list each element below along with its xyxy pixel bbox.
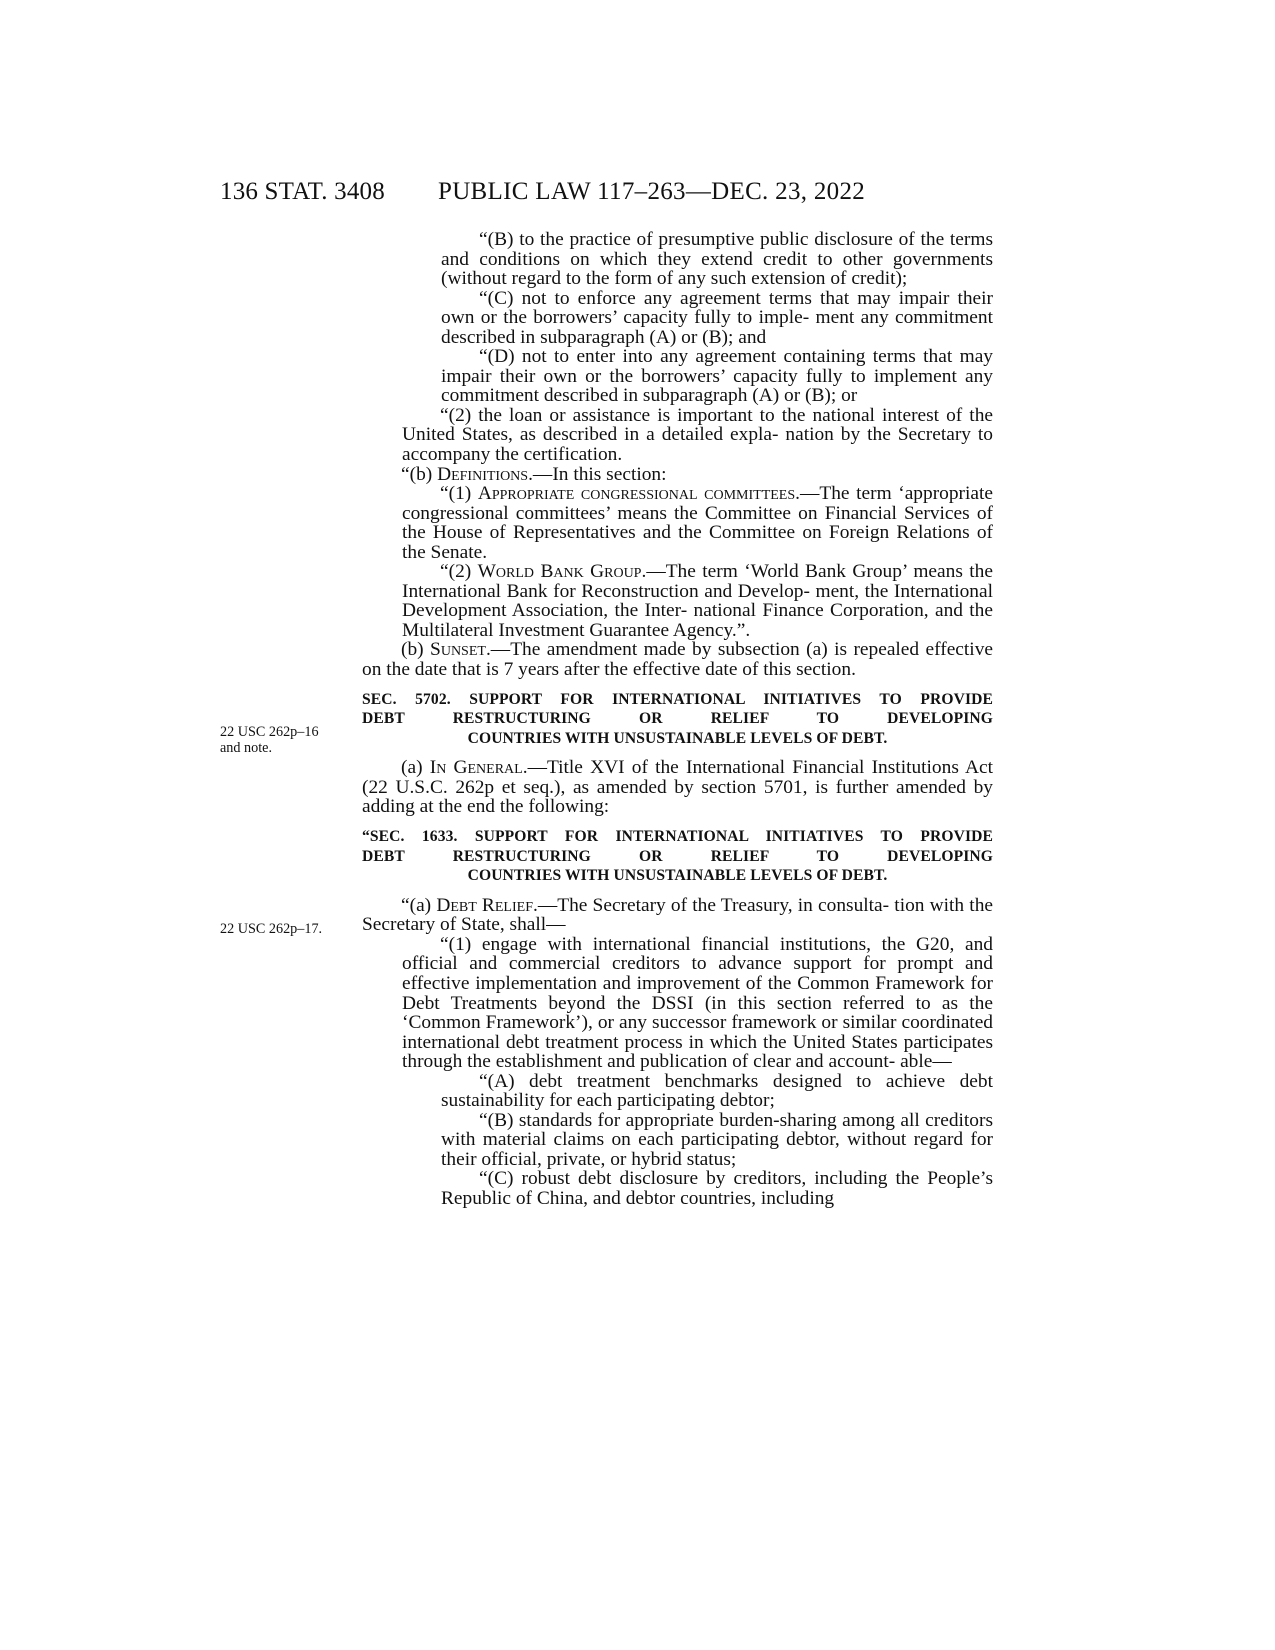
paragraph-d-agreement: “(D) not to enter into any agreement containing terms that may impair their own or the borrowers’ capacity fully to implement any commitment described in subparagraph (A) or (B); or xyxy=(441,346,993,407)
paragraph-c-enforce: “(C) not to enforce any agreement terms that may impair their own or the borrowers’ capacity fully to imple- ment any commitment described in subparagraph (A) or (B); and xyxy=(441,287,993,348)
text-run: .—The Secretary of the Treasury, in consulta- tion with the Secretary of State, shall— xyxy=(362,894,993,936)
subsection-b-sunset xyxy=(362,640,993,679)
subsection-heading: In General xyxy=(429,757,523,779)
paragraph-b-disclosure: “(B) to the practice of presumptive public disclosure of the terms and conditions on which they extend credit to other governments (without regard to the form of any such extension of credit); xyxy=(441,229,993,290)
heading-line: DEBT RESTRUCTURING OR RELIEF TO DEVELOPING xyxy=(362,710,993,728)
definition-2-world-bank-group xyxy=(362,562,993,640)
paragraph-1-engage: “(1) engage with international financial institutions, the G20, and official and commercial creditors to advance support for prompt and effective implementation and improvement of the Common Framework for Debt Treatments beyond the DSSI (in this section referred to as the ‘Common Framework’), or any successor framework or similar coordinated international debt treatment process in which the United States participates through the establishment and publication of clear and account- able— xyxy=(402,933,993,1073)
paragraph-b-burden-sharing: “(B) standards for appropriate burden-sharing among all creditors with material claims on each participating debtor, without regard for their official, private, or hybrid status; xyxy=(441,1109,993,1170)
definition-heading: World Bank Group xyxy=(477,561,642,583)
subsection-heading: Definitions xyxy=(437,463,529,485)
text-run: .—The term ‘World Bank Group’ means the International Bank for Reconstruction and Develop- ment, the International Development Association, the Inter- national Finance Corporation, and the Multilateral Investment Guarantee Agency.”. xyxy=(402,561,993,641)
margin-note-line: and note. xyxy=(220,740,273,756)
paragraph-c-debt-disclosure: “(C) robust debt disclosure by creditors, including the People’s Republic of China, and debtor countries, including xyxy=(441,1168,993,1209)
section-5702-heading xyxy=(362,690,993,749)
heading-line: COUNTRIES WITH UNSUSTAINABLE LEVELS OF DEBT. xyxy=(467,729,888,747)
text-run: .—The term ‘appropriate congressional committees’ means the Committee on Financial Services of the House of Representatives and the Committee on Foreign Relations of the Senate. xyxy=(402,483,993,563)
margin-note-usc-262p-16 xyxy=(220,724,319,756)
heading-line: COUNTRIES WITH UNSUSTAINABLE LEVELS OF DEBT. xyxy=(467,867,888,885)
heading-line: SEC. 5702. SUPPORT FOR INTERNATIONAL INITIATIVES TO PROVIDE xyxy=(362,690,993,708)
text-run: .—Title XVI of the International Financial Institutions Act (22 U.S.C. 262p et seq.), as amended by section 5701, is further amended by adding at the end the following: xyxy=(362,757,993,818)
margin-note-line: 22 USC 262p–16 xyxy=(220,724,319,740)
text-run: “(a) xyxy=(401,894,437,916)
subsection-a-in-general xyxy=(362,758,993,817)
heading-line: DEBT RESTRUCTURING OR RELIEF TO DEVELOPING xyxy=(362,847,993,865)
subsection-heading: Debt Relief xyxy=(436,894,533,916)
definition-1-committees xyxy=(362,484,993,562)
text-run: .—In this section: xyxy=(528,463,667,485)
subsection-heading: Sunset xyxy=(430,639,486,661)
text-run: .—The amendment made by subsection (a) is repealed effective on the date that is 7 years after the effective date of this section. xyxy=(362,639,993,681)
heading-line: “SEC. 1633. SUPPORT FOR INTERNATIONAL INITIATIVES TO PROVIDE xyxy=(362,828,993,845)
statute-page-reference: 136 STAT. 3408 xyxy=(220,178,385,205)
paragraph-a-benchmarks: “(A) debt treatment benchmarks designed to achieve debt sustainability for each participating debtor; xyxy=(441,1070,993,1112)
public-law-title: PUBLIC LAW 117–263—DEC. 23, 2022 xyxy=(438,178,866,205)
document-body xyxy=(362,230,993,1209)
text-run: (b) xyxy=(401,639,431,661)
margin-note-line: 22 USC 262p–17. xyxy=(220,921,323,937)
text-run: (a) xyxy=(401,757,430,779)
text-run: “(b) xyxy=(401,463,438,485)
text-run: “(1) xyxy=(440,483,478,505)
margin-note-usc-262p-17 xyxy=(220,921,322,937)
text-run: “(2) xyxy=(440,561,478,583)
subsection-b-definitions xyxy=(362,465,993,485)
section-1633-heading xyxy=(362,827,993,886)
page-header xyxy=(0,178,1275,218)
definition-heading: Appropriate congressional committees xyxy=(477,483,796,505)
subsection-a-debt-relief xyxy=(362,896,993,935)
paragraph-2-national-interest: “(2) the loan or assistance is important to the national interest of the United States, as described in a detailed expla- nation by the Secretary to accompany the certification. xyxy=(402,404,993,466)
